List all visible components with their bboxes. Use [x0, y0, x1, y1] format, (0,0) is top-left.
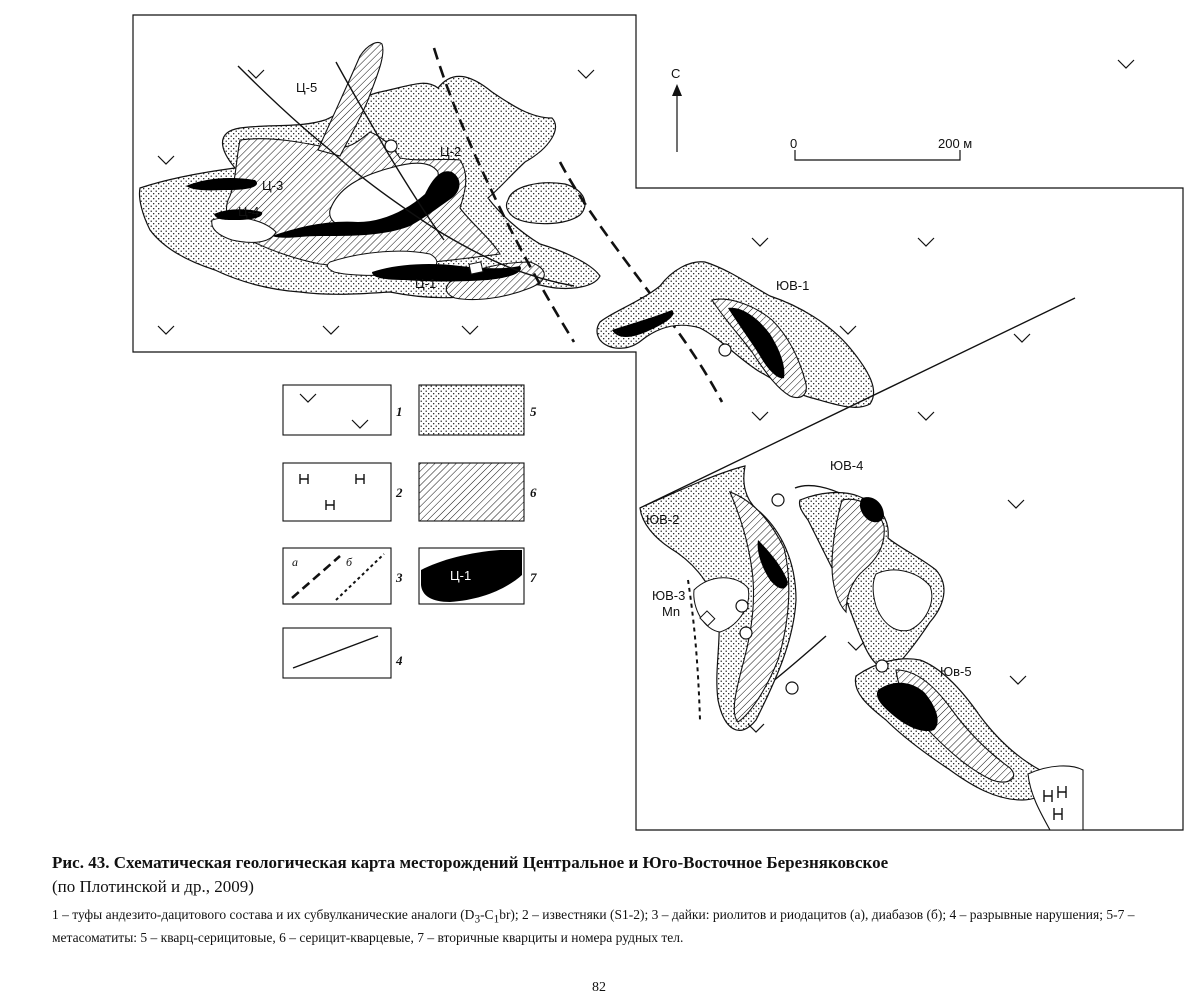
label-uv5: Юв-5	[940, 664, 972, 679]
legend-swatch-limestone	[283, 463, 391, 521]
label-uv4: ЮВ-4	[830, 458, 864, 473]
legend-swatch-dikes	[283, 548, 391, 604]
legend-text-sub: 1	[493, 913, 500, 926]
legend-text-part: 1 – туфы андезито-дацитового состава и их субвулканические аналоги (D	[52, 907, 475, 922]
legend-sample-label: Ц-1	[450, 568, 472, 583]
legend-num-5: 5	[530, 404, 537, 419]
limestone-block	[1028, 766, 1083, 830]
page-number: 82	[592, 980, 606, 995]
legend-swatch-sericite-quartz	[419, 463, 524, 521]
scale-bar-line	[795, 150, 960, 160]
label-c2: Ц-2	[440, 144, 462, 159]
scale-bar	[790, 136, 972, 160]
sample-point	[876, 660, 888, 672]
tuff-symbol	[918, 238, 934, 246]
legend-text-part: -C	[480, 907, 494, 922]
tuff-symbol	[752, 238, 768, 246]
legend-num-2: 2	[396, 485, 403, 500]
north-arrow	[671, 66, 682, 152]
legend-num-7: 7	[530, 570, 537, 585]
legend-swatch-quartz-sericite	[419, 385, 524, 435]
legend-num-3: 3	[396, 570, 403, 585]
sample-point	[736, 600, 748, 612]
north-label: С	[671, 66, 681, 81]
figure-source: (по Плотинской и др., 2009)	[52, 877, 254, 896]
label-c3: Ц-3	[262, 178, 284, 193]
figure-legend-text	[52, 906, 1172, 946]
label-mn: Mn	[662, 604, 681, 619]
figure-caption	[52, 852, 1172, 946]
southeast-deposit-1	[597, 262, 874, 408]
label-c5: Ц-5	[296, 80, 318, 95]
label-c1: Ц-1	[415, 276, 437, 291]
sample-point	[740, 627, 752, 639]
tuff-symbol	[323, 326, 339, 334]
sample-point	[719, 344, 731, 356]
legend-sub-a: а	[292, 555, 298, 569]
legend-num-4: 4	[396, 653, 403, 668]
legend-num-6: 6	[530, 485, 537, 500]
central-deposit	[139, 43, 600, 300]
tuff-symbol	[248, 70, 264, 78]
legend-swatch-tuff	[283, 385, 391, 435]
figure-title: Рис. 43. Схематическая геологическая карта месторождений Центральное и Юго-Восточное Березняковское	[52, 853, 889, 872]
label-uv2: ЮВ-2	[646, 512, 680, 527]
southeast-deposit-5	[855, 659, 1083, 830]
quartz-sericite-lobe	[506, 183, 585, 224]
label-uv1: ЮВ-1	[776, 278, 810, 293]
legend-text-sub: 3	[474, 913, 481, 926]
tuff-symbol	[752, 412, 768, 420]
legend-swatch-fault	[283, 628, 391, 678]
north-arrow-head	[672, 84, 682, 96]
sample-point	[772, 494, 784, 506]
legend-text-part: br); 2 – известняки (S1-2); 3 – дайки: риолитов и риодацитов (а), диабазов (б); 4 – разрывные нарушения; 5-7 – метасоматиты: 5 – кварц-серицитовые, 6 – серицит-кварцевые, 7 – вторичные кварциты и номера рудных тел.	[52, 907, 1135, 945]
tuff-symbol	[158, 326, 174, 334]
tuff-symbol	[158, 156, 174, 164]
tuff-symbol	[1008, 500, 1024, 508]
tuff-symbol	[848, 642, 864, 650]
sample-point	[786, 682, 798, 694]
tuff-symbol	[1014, 334, 1030, 342]
scale-length: 200 м	[938, 136, 973, 151]
label-c4: Ц-4	[238, 204, 260, 219]
tuff-symbol	[1010, 676, 1026, 684]
tuff-symbol	[840, 326, 856, 334]
label-uv3: ЮВ-3	[652, 588, 686, 603]
tuff-symbol	[462, 326, 478, 334]
southeast-deposit-4	[799, 493, 943, 669]
tuff-symbol	[1118, 60, 1134, 68]
tuff-symbol	[578, 70, 594, 78]
tuff-symbol	[918, 412, 934, 420]
map-legend	[283, 385, 537, 678]
scale-zero: 0	[790, 136, 798, 151]
legend-sub-b: б	[346, 555, 353, 569]
ore-marker-square	[469, 262, 483, 274]
legend-num-1: 1	[396, 404, 403, 419]
